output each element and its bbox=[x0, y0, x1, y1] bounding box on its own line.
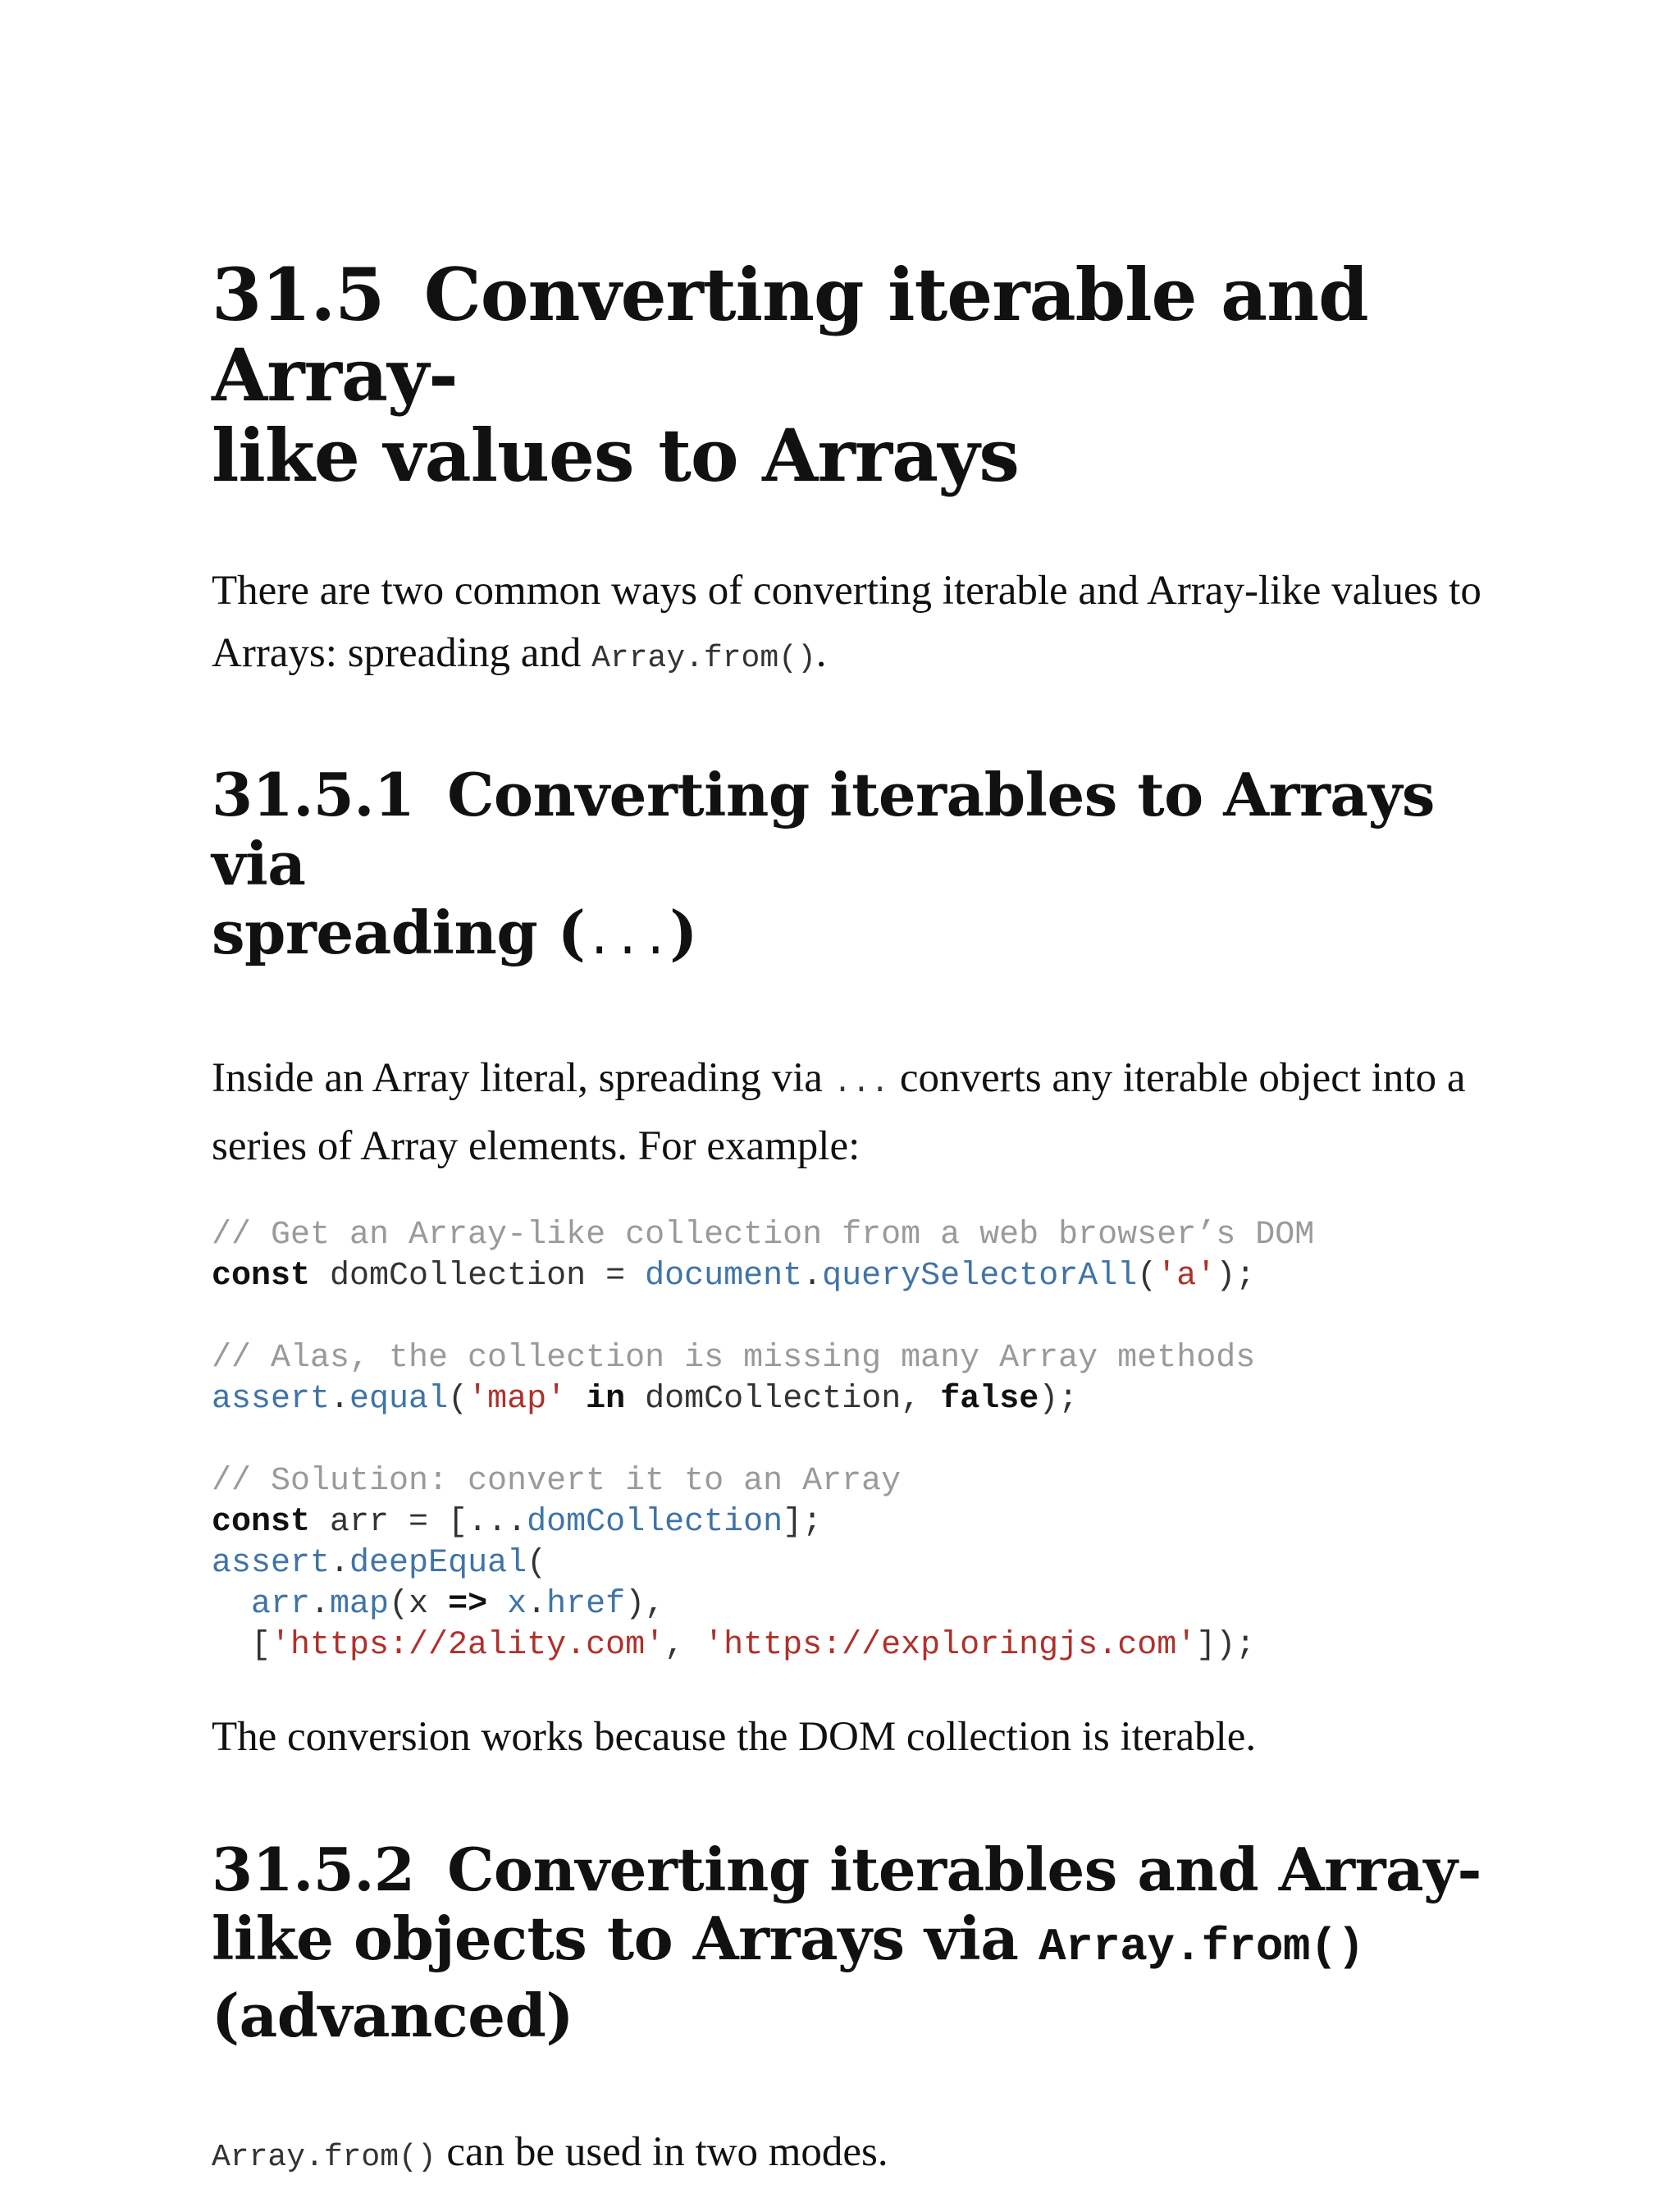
code-line bbox=[212, 1461, 1491, 1502]
subsection-title-line2: like objects to Arrays via bbox=[212, 1903, 1039, 1973]
spreading-inline-code: ... bbox=[833, 1066, 890, 1101]
spreading-text: Inside an Array literal, spreading via bbox=[212, 1055, 833, 1101]
modes-inline-code: Array.from() bbox=[212, 2140, 436, 2175]
code-line bbox=[212, 1215, 1491, 1256]
code-text: . bbox=[802, 1258, 823, 1295]
code-identifier: assert bbox=[212, 1381, 331, 1418]
section-title-line2: like values to Arrays bbox=[212, 413, 1019, 498]
code-identifier: assert bbox=[212, 1545, 331, 1582]
spreading-text-end: converts any iterable object into a series of Array elements. For example: bbox=[212, 1055, 1466, 1169]
code-blank-line bbox=[212, 1297, 1491, 1338]
code-comment: // Get an Array-like collection from a web browser’s DOM bbox=[212, 1217, 1315, 1254]
code-text: ]); bbox=[1196, 1627, 1256, 1664]
section-title-line1: Converting iterable and Array- bbox=[212, 252, 1368, 418]
modes-paragraph bbox=[212, 2121, 1491, 2189]
code-text: ( bbox=[1137, 1258, 1157, 1295]
spreading-paragraph bbox=[212, 1047, 1491, 1177]
conversion-paragraph: The conversion works because the DOM collection is iterable. bbox=[212, 1714, 1257, 1760]
code-keyword: false bbox=[940, 1381, 1039, 1418]
subsection-title-code: ... bbox=[585, 915, 670, 968]
code-line bbox=[212, 1256, 1491, 1297]
code-text: . bbox=[527, 1586, 547, 1623]
subsection-title-line1: Converting iterables and Array- bbox=[447, 1835, 1481, 1904]
code-string: 'a' bbox=[1157, 1258, 1217, 1295]
subsection-title-line3: (advanced) bbox=[212, 1981, 573, 2050]
code-text: domCollection, bbox=[625, 1381, 941, 1418]
code-line bbox=[212, 1543, 1491, 1584]
subsection-title-end: ) bbox=[669, 898, 697, 967]
code-identifier: arr bbox=[251, 1586, 311, 1623]
code-line bbox=[212, 1625, 1491, 1666]
code-identifier: querySelectorAll bbox=[822, 1258, 1138, 1295]
code-identifier: domCollection bbox=[527, 1504, 783, 1541]
code-string: 'https://2ality.com' bbox=[271, 1627, 665, 1664]
code-line bbox=[212, 1379, 1491, 1420]
code-identifier: document bbox=[645, 1258, 803, 1295]
code-keyword: in bbox=[586, 1381, 626, 1418]
code-line bbox=[212, 1584, 1491, 1625]
code-keyword: const bbox=[212, 1504, 311, 1541]
code-text bbox=[487, 1586, 507, 1623]
code-text: (x bbox=[389, 1586, 449, 1623]
code-identifier: map bbox=[330, 1586, 390, 1623]
intro-inline-code: Array.from() bbox=[591, 641, 816, 676]
code-text: ( bbox=[448, 1381, 468, 1418]
code-text: ]; bbox=[783, 1504, 823, 1541]
code-text: . bbox=[310, 1586, 331, 1623]
subsection-title-code: Array.from() bbox=[1038, 1921, 1365, 1973]
intro-text-end: . bbox=[815, 630, 827, 676]
code-text: . bbox=[330, 1381, 350, 1418]
subsection-title-line1: Converting iterables to Arrays via bbox=[212, 760, 1435, 898]
code-keyword: const bbox=[212, 1258, 311, 1295]
code-identifier: deepEqual bbox=[349, 1545, 527, 1582]
intro-text: There are two common ways of converting iterable and Array-like values to Arrays: spreading and bbox=[212, 568, 1481, 676]
code-string: 'https://exploringjs.com' bbox=[704, 1627, 1197, 1664]
code-comment: // Solution: convert it to an Array bbox=[212, 1463, 902, 1500]
code-text: [ bbox=[212, 1627, 272, 1664]
code-text: arr = [... bbox=[310, 1504, 527, 1541]
code-string: 'map' bbox=[468, 1381, 567, 1418]
code-text: , bbox=[664, 1627, 705, 1664]
code-text: . bbox=[330, 1545, 350, 1582]
code-text bbox=[566, 1381, 586, 1418]
code-text: ), bbox=[625, 1586, 665, 1623]
subsection-number: 31.5.1 bbox=[212, 760, 415, 829]
code-identifier: href bbox=[546, 1586, 626, 1623]
code-identifier: equal bbox=[349, 1381, 449, 1418]
code-text bbox=[212, 1586, 251, 1623]
code-line bbox=[212, 1338, 1491, 1379]
subsection-heading-spreading bbox=[212, 761, 1491, 976]
section-heading bbox=[212, 254, 1491, 496]
code-block bbox=[212, 1215, 1491, 1666]
intro-paragraph bbox=[212, 560, 1491, 690]
code-blank-line bbox=[212, 1420, 1491, 1461]
code-comment: // Alas, the collection is missing many Array methods bbox=[212, 1340, 1256, 1377]
code-line bbox=[212, 1502, 1491, 1543]
document-page bbox=[212, 254, 1491, 2189]
subsection-title-line2: spreading ( bbox=[212, 898, 586, 967]
code-keyword: => bbox=[448, 1586, 488, 1623]
section-number: 31.5 bbox=[212, 252, 385, 337]
code-text: ); bbox=[1039, 1381, 1079, 1418]
code-text: ); bbox=[1216, 1258, 1256, 1295]
code-text: ( bbox=[527, 1545, 547, 1582]
subsection-number: 31.5.2 bbox=[212, 1835, 415, 1904]
code-text: domCollection = bbox=[310, 1258, 646, 1295]
subsection-heading-array-from bbox=[212, 1835, 1491, 2050]
modes-text: can be used in two modes. bbox=[436, 2129, 888, 2175]
code-identifier: x bbox=[507, 1586, 527, 1623]
